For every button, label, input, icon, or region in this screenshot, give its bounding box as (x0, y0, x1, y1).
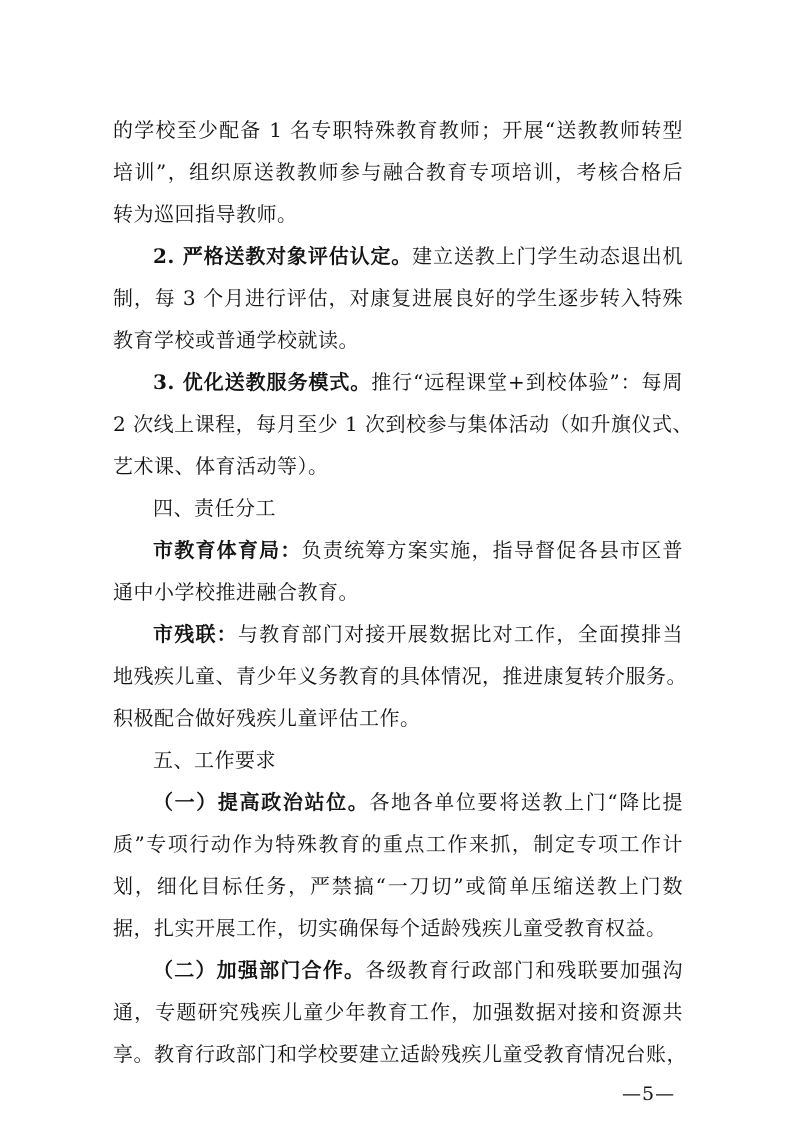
item-heading: 3. 优化送教服务模式。 (153, 370, 372, 394)
text-line: 积极配合做好残疾儿童评估工作。 (113, 706, 421, 730)
text-line: 培训”，组织原送教教师参与融合教育专项培训，考核合格后 (113, 160, 683, 184)
text-line: 质”专项行动作为特殊教育的重点工作来抓，制定专项工作计 (113, 832, 683, 856)
item-heading: （二）加强部门合作。 (153, 958, 366, 982)
text-line: 享。教育行政部门和学校要建立适龄残疾儿童受教育情况台账， (113, 1042, 687, 1066)
numbered-item (153, 368, 683, 396)
section-heading: 五、工作要求 (153, 748, 276, 772)
text-line: 的学校至少配备 1 名专职特殊教育教师；开展“送教教师转型 (113, 118, 683, 142)
text-line: 划，细化目标任务，严禁搞“一刀切”或简单压缩送教上门数 (113, 874, 683, 898)
text-line: 2 次线上课程，每月至少 1 次到校参与集体活动（如升旗仪式、 (113, 412, 694, 436)
requirement-item (153, 788, 683, 816)
text-line: 艺术课、体育活动等）。 (113, 454, 329, 478)
responsibility-item (153, 620, 683, 648)
numbered-item (153, 242, 683, 270)
text-line: 教育学校或普通学校就读。 (113, 328, 359, 352)
responsibility-item (153, 536, 683, 564)
item-text: 各地各单位要将送教上门“降比提 (369, 790, 684, 814)
text-line: 制，每 3 个月进行评估，对康复进展良好的学生逐步转入特殊 (113, 286, 683, 310)
item-text: 各级教育行政部门和残联要加强沟 (365, 958, 684, 982)
text-line: 转为巡回指导教师。 (113, 202, 298, 226)
item-text: 与教育部门对接开展数据比对工作，全面摸排当 (237, 622, 684, 646)
item-text: 推行“远程课堂+到校体验”：每周 (371, 370, 683, 394)
text-line: 通中小学校推进融合教育。 (113, 580, 359, 604)
section-heading: 四、责任分工 (153, 496, 276, 520)
text-line: 通，专题研究残疾儿童少年教育工作，加强数据对接和资源共 (113, 1000, 683, 1024)
text-line: 地残疾儿童、青少年义务教育的具体情况，推进康复转介服务。 (113, 664, 687, 688)
item-text: 建立送教上门学生动态退出机 (412, 244, 683, 268)
requirement-item (153, 956, 683, 984)
item-heading: 2. 严格送教对象评估认定。 (153, 244, 413, 268)
item-heading: （一）提高政治站位。 (153, 790, 370, 814)
item-heading: 市教育体育局： (153, 538, 302, 562)
text-line: 据，扎实开展工作，切实确保每个适龄残疾儿童受教育权益。 (113, 916, 667, 940)
item-heading: 市残联： (153, 622, 238, 646)
item-text: 负责统筹方案实施，指导督促各县市区普 (301, 538, 684, 562)
page-number: —5— (622, 1083, 676, 1105)
